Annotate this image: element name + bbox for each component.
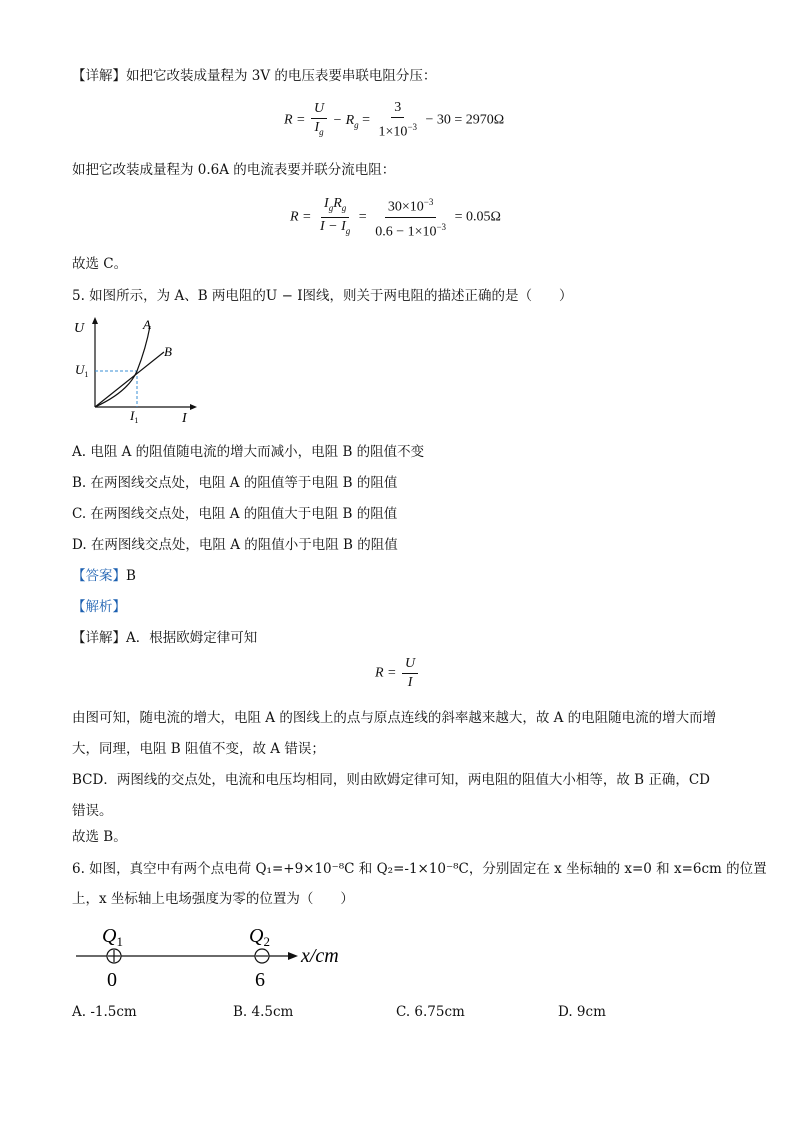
detail-tag: 【详解】 (72, 68, 126, 84)
q5-conclusion: 故选 B。 (72, 829, 127, 845)
fraction-3-over: $\frac{3}{1\times 10^{-3}}$ (378, 100, 418, 140)
q5-explanation-1: 由图可知，随电流的增大，电阻 A 的图线上的点与原点连线的斜率越来越大，故 A 的电阻随电流的增大而增大，同理，电阻 B 阻值不变，故 A 错误； (72, 710, 717, 757)
q5-option-b: B. 在两图线交点处，电阻 A 的阻值等于电阻 B 的阻值 (72, 475, 398, 491)
q6-stem-line1: 6. 如图，真空中有两个点电荷 Q₁=+9×10⁻⁸C 和 Q₂=-1×10⁻⁸C，分别固定在 x 坐标轴的 x=0 和 x=6cm 的位置 (72, 861, 767, 877)
q6-option-b: B. 4.5cm (233, 1004, 294, 1020)
q1-label: $Q_1$ (102, 925, 123, 949)
detail-paragraph-1 (72, 66, 436, 86)
q5-answer (72, 566, 136, 586)
q5-analysis (72, 597, 126, 617)
position-6-label: 6 (255, 969, 265, 991)
q5-option-d: D. 在两图线交点处，电阻 A 的阻值小于电阻 B 的阻值 (72, 537, 398, 553)
i1-label: $I_1$ (130, 408, 139, 425)
q6-option-c: C. 6.75cm (396, 1004, 465, 1020)
curve-a (95, 326, 150, 407)
x-axis-unit-label: x/cm (301, 945, 339, 967)
fraction-u-over-ig: $\frac{U}{I_g}$ (311, 101, 327, 140)
curve-b (95, 352, 164, 407)
ammeter-intro: 如把它改装成量程为 0.6A 的电流表要并联分流电阻： (72, 162, 396, 178)
y-axis-label: U (74, 321, 85, 336)
equation-ammeter: R = $\frac{I_gR_g}{I - I_g}$ = $\frac{30\times 10^{-3}}{0.6 - 1\times 10^{-3}}$ = 0.05Ω (290, 195, 501, 240)
q5-option-a: A. 电阻 A 的阻值随电流的增大而减小，电阻 B 的阻值不变 (72, 444, 425, 460)
q6-option-d: D. 9cm (558, 1004, 606, 1020)
q6-stem-line2: 上，x 坐标轴上电场强度为零的位置为（ ） (72, 891, 354, 907)
detail-intro: 如把它改装成量程为 3V 的电压表要串联电阻分压： (126, 68, 437, 84)
y-axis-arrow (92, 317, 98, 324)
analysis-tag: 【解析】 (72, 599, 126, 615)
position-0-label: 0 (107, 969, 117, 991)
section1-conclusion: 故选 C。 (72, 256, 128, 272)
fraction-igrg: $\frac{I_gR_g}{I - I_g}$ (320, 195, 351, 236)
u1-label: $U_1$ (75, 362, 89, 379)
curve-b-label: B (164, 344, 172, 359)
q5-detail: 【详解】A．根据欧姆定律可知 (72, 630, 258, 646)
q5-explanation-2: BCD．两图线的交点处，电流和电压均相同，则由欧姆定律可知，两电阻的阻值大小相等，故 B 正确，CD 错误。 (72, 772, 710, 819)
fraction-numeric: $\frac{30\times 10^{-3}}{0.6 - 1\times 10^{-3}}$ (372, 194, 449, 240)
answer-value: B (126, 568, 136, 584)
q5-option-c: C. 在两图线交点处，电阻 A 的阻值大于电阻 B 的阻值 (72, 506, 398, 522)
equation-voltmeter: R = $\frac{U}{I_g}$ − $R_g$ = $\frac{3}{1\times 10^{-3}}$ − 30 = 2970Ω (284, 100, 505, 140)
x-axis-arrow (190, 404, 197, 410)
x-axis-arrow (288, 952, 298, 960)
ohm-law-formula: R = $\frac{U}{I}$ (375, 656, 420, 691)
detail-tag: 【详解】 (72, 630, 126, 646)
q5-stem: 5. 如图所示，为 A、B 两电阻的U − I图线，则关于两电阻的描述正确的是（ ） (72, 288, 573, 304)
answer-tag: 【答案】 (72, 568, 126, 584)
q2-label: $Q_2$ (249, 925, 270, 949)
ui-graph (70, 314, 200, 428)
q6-option-a: A. -1.5cm (72, 1004, 137, 1020)
x-axis-label: I (182, 411, 187, 426)
charge-axis-figure (70, 920, 360, 992)
curve-a-label: A (143, 317, 151, 332)
